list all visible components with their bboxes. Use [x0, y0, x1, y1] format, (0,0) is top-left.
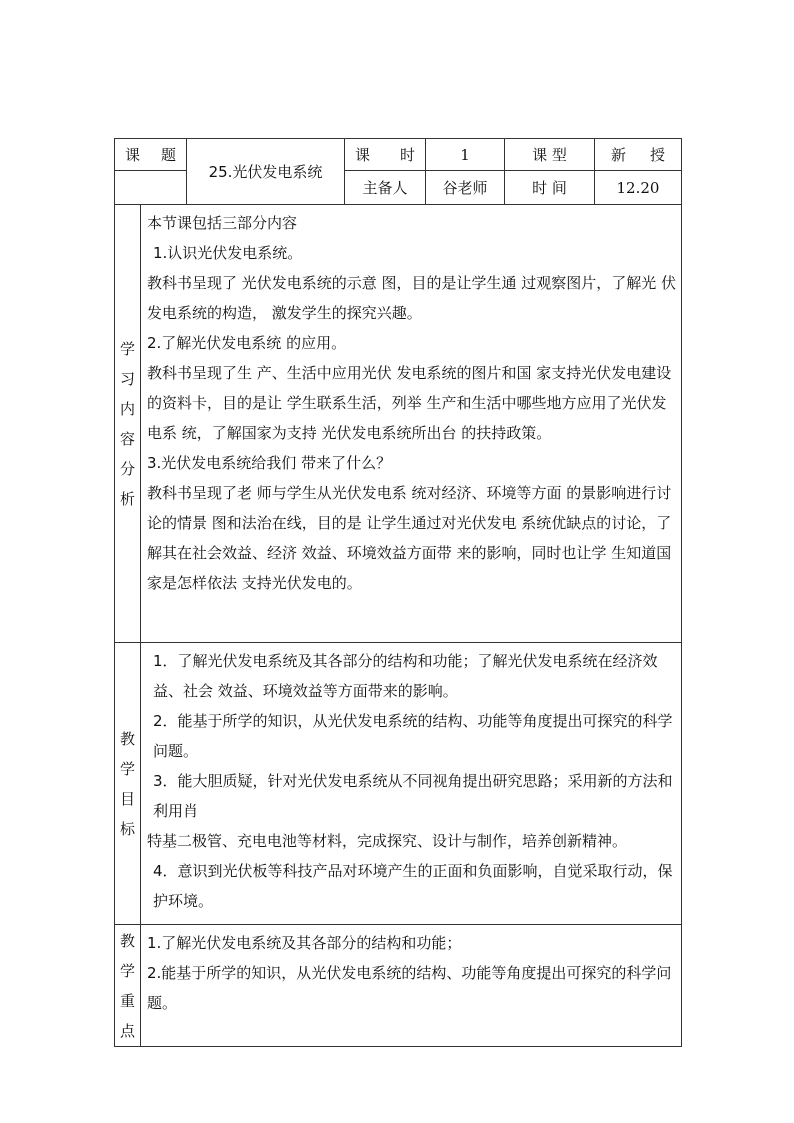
paragraph: 2.能基于所学的知识，从光伏发电系统的结构、功能等角度提出可探究的科学问题。 — [147, 964, 672, 1012]
paragraph: 1.认识光伏发电系统。 — [153, 244, 303, 262]
paragraph: 4．意识到光伏板等科技产品对环境产生的正面和负面影响，自觉采取行动，保护环境。 — [153, 862, 673, 910]
section-body — [141, 643, 681, 924]
paragraph: 1.了解光伏发电系统及其各部分的结构和功能； — [147, 934, 462, 952]
hours-value-cell — [426, 139, 505, 171]
section-label-teaching-focus — [120, 926, 135, 1046]
hours-label-right: 时 — [399, 146, 415, 164]
label-char: 习 — [119, 369, 135, 388]
time-label-cell — [505, 171, 595, 205]
label-char: 容 — [119, 429, 135, 448]
section-label-cell — [115, 643, 141, 924]
label-char: 标 — [119, 819, 135, 838]
label-char: 重 — [119, 991, 135, 1010]
paragraph: 3.光伏发电系统给我们 带来了什么？ — [147, 454, 392, 472]
lead-value-cell — [426, 171, 505, 205]
type-value-cell — [595, 139, 682, 171]
time-value-cell — [595, 171, 682, 205]
hours-label-cell — [345, 139, 426, 171]
label-char: 析 — [119, 489, 135, 508]
label-char: 目 — [119, 789, 135, 808]
paragraph: 1．了解光伏发电系统及其各部分的结构和功能；了解光伏发电系统在经济效益、社会 效益、环境效益等方面带来的影响。 — [153, 652, 658, 700]
label-char: 内 — [119, 399, 135, 418]
type-label-cell — [505, 139, 595, 171]
lead-label-cell — [345, 171, 426, 205]
label-char: 学 — [119, 339, 135, 358]
type-value-left: 新 — [611, 146, 627, 164]
section-body — [141, 205, 681, 642]
label-char: 教 — [119, 729, 135, 748]
type-label: 课 型 — [532, 146, 567, 164]
topic-label-right: 题 — [160, 146, 176, 164]
paragraph: 教科书呈现了老 师与学生从光伏发电系 统对经济、环境等方面 的景影响进行讨论的情景 图和法治在线，目的是 让学生通过对光伏发电 系统优缺点的讨论，了 解其在社会效益、经济 效益、环境效益方面带 来的影响，同时也让学 生知道国家是怎样依法 支持光伏发电的。 — [147, 484, 672, 592]
type-value-right: 授 — [649, 146, 665, 164]
topic-value: 25.光伏发电系统 — [208, 163, 323, 181]
label-char: 点 — [119, 1021, 135, 1040]
lead-label: 主备人 — [362, 179, 408, 197]
hours-label-left: 课 — [355, 146, 371, 164]
paragraph: 教科书呈现了 光伏发电系统的示意 图，目的是让学生通 过观察图片，了解光 伏发电系统的构造， 激发学生的探究兴趣。 — [147, 274, 677, 322]
hours-value: 1 — [460, 145, 470, 164]
time-label: 时 间 — [532, 179, 567, 197]
paragraph: 3．能大胆质疑，针对光伏发电系统从不同视角提出研究思路；采用新的方法和利用肖 — [153, 772, 673, 820]
label-char: 学 — [119, 759, 135, 778]
section-teaching-objectives — [115, 643, 682, 925]
paragraph: 本节课包括三部分内容 — [147, 214, 298, 232]
time-value: 12.20 — [616, 178, 660, 197]
section-body — [141, 925, 681, 1046]
section-content-analysis — [115, 205, 682, 643]
section-label-content-analysis — [120, 334, 135, 514]
section-label-cell — [115, 925, 141, 1046]
paragraph: 教科书呈现了生 产、生活中应用光伏 发电系统的图片和国 家支持光伏发电建设 的资料卡，目的是让 学生联系生活，列举 生产和生活中哪些地方应用了光伏发电系 统，了解国家为支持 光伏发电系统所出台 的扶持政策。 — [147, 364, 672, 442]
label-char: 教 — [119, 931, 135, 950]
paragraph: 2.了解光伏发电系统 的应用。 — [147, 334, 347, 352]
paragraph: 特基二极管、充电电池等材料，完成探究、设计与制作，培养创新精神。 — [147, 832, 628, 850]
paragraph: 2．能基于所学的知识，从光伏发电系统的结构、功能等角度提出可探究的科学问题。 — [153, 712, 673, 760]
label-char: 学 — [119, 961, 135, 980]
lead-value: 谷老师 — [442, 179, 488, 197]
topic-label-cell — [115, 139, 187, 171]
topic-value-cell — [187, 139, 345, 205]
topic-label-left: 课 — [125, 146, 141, 164]
label-char: 分 — [119, 459, 135, 478]
lesson-plan-table — [114, 138, 682, 1047]
section-label-teaching-objectives — [120, 724, 135, 844]
topic-label-blank-cell — [115, 171, 187, 205]
section-teaching-focus — [115, 925, 682, 1047]
section-label-cell — [115, 205, 141, 642]
